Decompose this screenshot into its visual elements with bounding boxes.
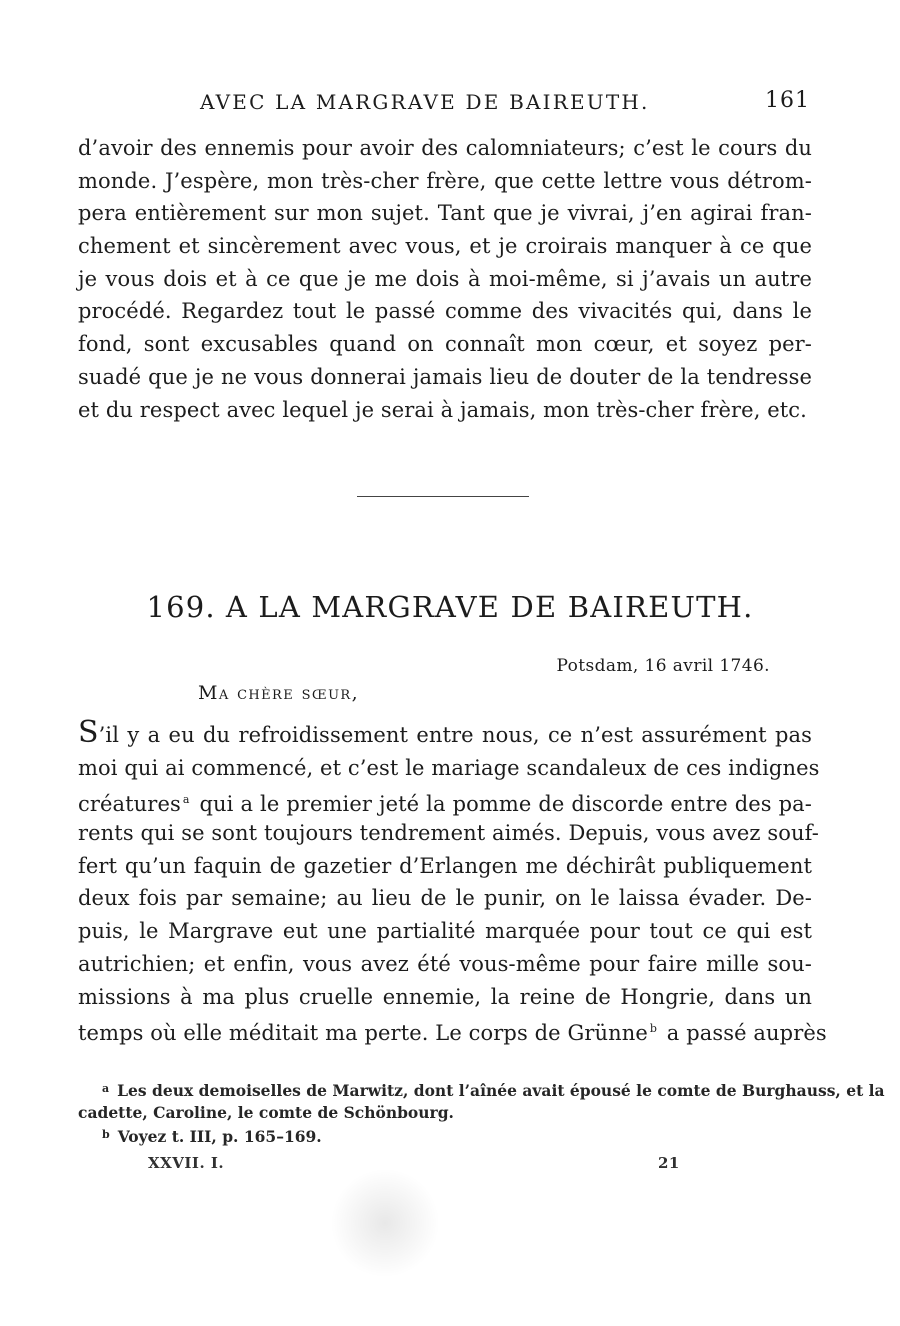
letter-title: A LA MARGRAVE DE BAIREUTH. — [225, 590, 754, 624]
text-line: fert qu’un faquin de gazetier d’Erlangen me déchirât publiquement — [78, 853, 812, 878]
text-run: temps où elle méditait ma perte. Le corps de Grünne — [78, 1021, 648, 1046]
footnote-a-marker: a — [102, 1082, 110, 1095]
text-line — [78, 784, 812, 817]
volume-mark: XXVII. I. — [148, 1154, 225, 1172]
footnote-b-line — [78, 1124, 818, 1148]
text-line: et du respect avec lequel je serai à jamais, mon très-cher frère, etc. — [78, 397, 807, 422]
text-run: a passé auprès — [666, 1021, 827, 1046]
text-line: deux fois par semaine; au lieu de le punir, on le laissa évader. De- — [78, 886, 812, 911]
footnote-a-line — [78, 1078, 885, 1102]
footnote-ref-b[interactable]: b — [649, 1022, 658, 1036]
drop-cap: S — [78, 715, 99, 750]
text-line: d’avoir des ennemis pour avoir des calomniateurs; c’est le cours du — [78, 136, 812, 160]
text-line: je vous dois et à ce que je me dois à moi-même, si j’avais un autre — [78, 266, 812, 291]
letter-number: 169. — [146, 590, 216, 624]
text-line: moi qui ai commencé, et c’est le mariage scandaleux de ces indignes — [78, 755, 820, 780]
text-line — [78, 1013, 827, 1046]
section-divider — [357, 496, 529, 497]
running-title: AVEC LA MARGRAVE DE BAIREUTH. — [200, 90, 650, 114]
text-line: procédé. Regardez tout le passé comme des vivacités qui, dans le — [78, 299, 812, 324]
sheet-number: 21 — [658, 1154, 680, 1172]
text-line: monde. J’espère, mon très-cher frère, que cette lettre vous détrom- — [78, 168, 812, 193]
text-run: ’il y a eu du refroidissement entre nous, ce n’est assurément pas — [98, 723, 812, 747]
footnote-a-text: Les deux demoiselles de Marwitz, dont l’aînée avait épousé le comte de Burghauss, et la — [117, 1081, 885, 1100]
page-number: 161 — [765, 88, 810, 113]
letter-heading — [0, 590, 900, 624]
text-line: puis, le Margrave eut une partialité marquée pour tout ce qui est — [78, 919, 812, 944]
footnote-b-marker: b — [102, 1128, 110, 1141]
salutation: Ma chère sœur, — [198, 682, 360, 704]
letter-body — [78, 715, 827, 1046]
text-line — [78, 715, 812, 752]
text-line: fond, sont excusables quand on connaît mon cœur, et soyez per- — [78, 332, 812, 357]
footnote-a-continuation: cadette, Caroline, le comte de Schönbourg. — [78, 1103, 454, 1122]
running-head — [200, 90, 810, 118]
dateline: Potsdam, 16 avril 1746. — [556, 656, 770, 676]
text-line: suadé que je ne vous donnerai jamais lieu de douter de la tendresse — [78, 364, 812, 389]
text-run: créatures — [78, 792, 181, 817]
footnote-ref-a[interactable]: a — [182, 793, 190, 807]
paper-smudge — [330, 1168, 440, 1278]
footnote-b-text: Voyez t. III, p. 165–169. — [117, 1127, 322, 1146]
text-line: missions à ma plus cruelle ennemie, la reine de Hongrie, dans un — [78, 984, 812, 1009]
text-run: qui a le premier jeté la pomme de discorde entre des pa- — [199, 792, 812, 817]
text-line: pera entièrement sur mon sujet. Tant que je vivrai, j’en agirai fran- — [78, 201, 812, 226]
continuation-paragraph — [78, 132, 812, 426]
text-line: autrichien; et enfin, vous avez été vous-même pour faire mille sou- — [78, 951, 812, 976]
text-line: rents qui se sont toujours tendrement aimés. Depuis, vous avez souf- — [78, 821, 819, 846]
footnotes — [78, 1078, 885, 1148]
text-line: chement et sincèrement avec vous, et je croirais manquer à ce que — [78, 234, 812, 259]
